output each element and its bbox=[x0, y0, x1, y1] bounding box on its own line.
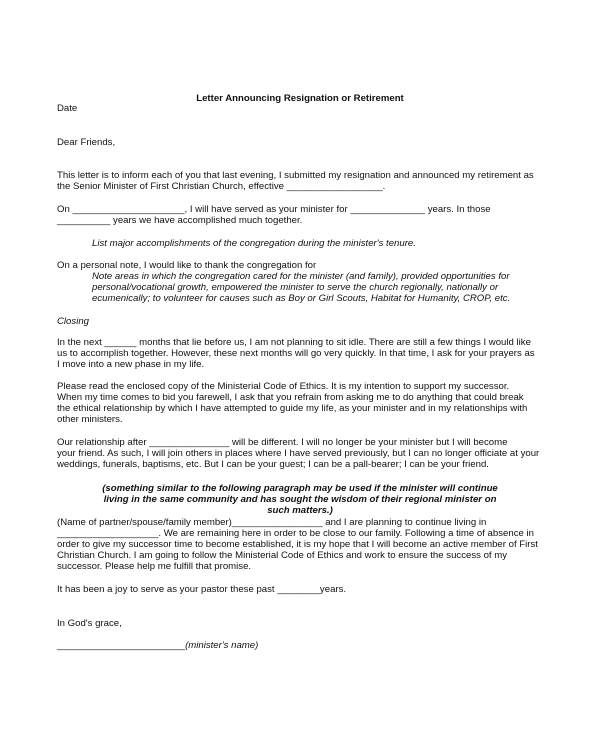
paragraph-8: It has been a joy to serve as your pastor these past ________years. bbox=[57, 584, 347, 595]
paragraph-7-line-4: Christian Church. I am going to follow the Ministerial Code of Ethics and work to ensure the success of my bbox=[57, 550, 508, 561]
signature-label: (minister's name) bbox=[185, 640, 259, 651]
paragraph-6-line-2: your friend. As such, I will join others in places where I have served previously, but I can no longer officiate at your bbox=[57, 448, 540, 459]
paragraph-5-line-1: Please read the enclosed copy of the Ministerial Code of Ethics. It is my intention to support my successor. bbox=[57, 381, 510, 392]
personal-note-line-2: personal/vocational growth, empowered the minister to serve the church regionally, nationally or bbox=[92, 282, 499, 293]
paragraph-2-line-1: On _____________________, I will have served as your minister for ______________ years. In those bbox=[57, 204, 491, 215]
paragraph-4-line-1: In the next ______ months that lie before us, I am not planning to sit idle. There are still a few things I would like bbox=[57, 337, 531, 348]
salutation: Dear Friends, bbox=[57, 137, 116, 148]
optional-paragraph-note-line-3: such matters.) bbox=[267, 505, 333, 516]
paragraph-5-line-2: When my time comes to bid you farewell, I ask that you refrain from asking me to do anything that could break bbox=[57, 392, 524, 403]
paragraph-4-line-3: I move into a new phase in my life. bbox=[57, 359, 205, 370]
paragraph-1-line-1: This letter is to inform each of you that last evening, I submitted my resignation and announced my retirement as bbox=[57, 170, 534, 181]
personal-note-line-1: Note areas in which the congregation cared for the minister (and family), provided opportunities for bbox=[92, 271, 510, 282]
paragraph-5-line-3: the ethical relationship by which I have attempted to guide my life, as your minister and in my relationships with bbox=[57, 403, 528, 414]
paragraph-6-line-1: Our relationship after _______________ will be different. I will no longer be your minister but I will become bbox=[57, 437, 508, 448]
date-label: Date bbox=[57, 103, 78, 114]
signature-line: ________________________ bbox=[57, 640, 186, 651]
paragraph-6-line-3: weddings, funerals, baptisms, etc. But I can be your guest; I can be a pall-bearer; I can be your friend. bbox=[57, 459, 489, 470]
personal-note-line-3: ecumenically; to volunteer for causes such as Boy or Girl Scouts, Habitat for Humanity, CROP, etc. bbox=[92, 293, 511, 304]
letter-title: Letter Announcing Resignation or Retirement bbox=[196, 93, 404, 104]
paragraph-7-line-2: ___________________. We are remaining here in order to be close to our family. Following a time of absence in bbox=[57, 528, 534, 539]
paragraph-1-line-2: the Senior Minister of First Christian Church, effective __________________. bbox=[57, 181, 386, 192]
paragraph-5-line-4: other ministers. bbox=[57, 414, 123, 425]
personal-note-intro: On a personal note, I would like to thank the congregation for bbox=[57, 260, 317, 271]
paragraph-4-line-2: us to accomplish together. However, these next months will go very quickly. In that time, I ask for your prayers as bbox=[57, 348, 535, 359]
closing-label: Closing bbox=[57, 316, 89, 327]
accomplishments-note: List major accomplishments of the congregation during the minister's tenure. bbox=[92, 238, 416, 249]
signoff: In God's grace, bbox=[57, 618, 122, 629]
paragraph-7-line-1: (Name of partner/spouse/family member)_________________ and I are planning to continue living in bbox=[57, 517, 487, 528]
paragraph-2-line-2: __________ years we have accomplished much together. bbox=[57, 215, 303, 226]
paragraph-7-line-3: order to give my successor time to become established, it is my hope that I will become an active member of First bbox=[57, 539, 538, 550]
optional-paragraph-note-line-2: living in the same community and has sought the wisdom of their regional minister on bbox=[103, 494, 497, 505]
paragraph-7-line-5: successor. Please help me fulfill that promise. bbox=[57, 561, 252, 572]
signature-block bbox=[57, 640, 258, 651]
optional-paragraph-note-line-1: (something similar to the following paragraph may be used if the minister will continue bbox=[102, 483, 498, 494]
